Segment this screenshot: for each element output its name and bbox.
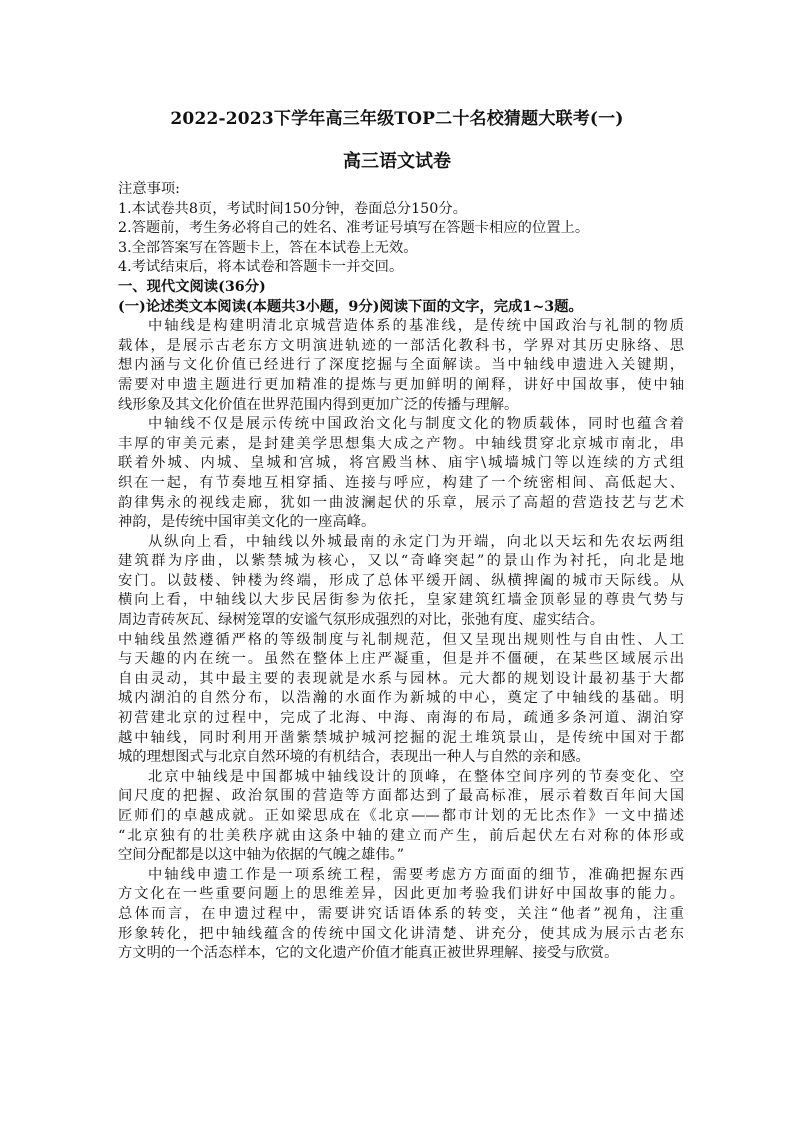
passage-line: 织在一起，有节奏地互相穿插、连接与呼应，构建了一个统密相间、高低起大、: [118, 474, 684, 491]
passage-line: 与天趣的内在统一。虽然在整体上庄严凝重，但是并不僵硬，在某些区域展示出: [118, 651, 684, 668]
exam-title: 2022-2023下学年高三年级TOP二十名校猜题大联考(一): [170, 109, 624, 129]
passage-line: 周边青砖灰瓦、绿树笼罩的安谧气氛形成强烈的对比，张弛有度、虚实结合。: [118, 612, 605, 629]
passage-line: 横向上看，中轴线以大步民居街参为依托，皇家建筑红墙金顶彰显的尊贵气势与: [118, 592, 684, 609]
passage-line: 从纵向上看，中轴线以外城最南的永定门为开端，向北以天坛和先农坛两组: [148, 533, 684, 550]
passage-line: 自由灵动，其中最主要的表现就是水系与园林。元大都的规划设计最初基于大都: [118, 670, 684, 687]
subsection-heading: (一)论述类文本阅读(本题共3小题，9分)阅读下面的文字，完成1~3题。: [118, 298, 583, 315]
passage-line: 韵律隽永的视线走廊，犹如一曲波澜起伏的乐章，展示了高超的营造技艺与艺术: [118, 494, 684, 511]
passage-line: 丰厚的审美元素，是封建美学思想集大成之产物。中轴线贯穿北京城市南北，串: [118, 435, 684, 452]
passage-line: 联着外城、内城、皇城和宫城，将宫殿当林、庙宇\城墙城门等以连续的方式组: [118, 455, 684, 472]
notice-item: 3.全部答案写在答题卡上，答在本试卷上无效。: [118, 239, 418, 256]
passage-line: 总体而言，在申遗过程中，需要讲究话语体系的转变，关注“他者”视角，注重: [118, 905, 684, 922]
passage-line: 线形象及其文化价值在世界范围内得到更加广泛的传播与理解。: [118, 396, 519, 413]
passage-line: “北京独有的壮美秩序就由这条中轴的建立而产生，前后起伏左右对称的体形或: [118, 827, 684, 844]
passage-line: 中轴线虽然遵循严格的等级制度与礼制规范，但又呈现出规则性与自由性、人工: [118, 631, 684, 648]
notice-item: 2.答题前，考生务必将自己的姓名、准考证号填写在答题卡相应的位置上。: [118, 220, 590, 237]
passage-line: 初营建北京的过程中，完成了北海、中海、南海的布局，疏通多条河道、湖泊穿: [118, 710, 684, 727]
passage-line: 想内涵与文化价值已经进行了深度挖掘与全面解读。当中轴线申遗进入关键期，: [118, 357, 684, 374]
passage-line: 形象转化，把中轴线蕴含的传统中国文化讲清楚、讲充分，使其成为展示古老东: [118, 925, 684, 942]
passage-line: 方文明的一个活态样本，它的文化遗产价值才能真正被世界理解、接受与欣赏。: [118, 945, 619, 962]
exam-subtitle: 高三语文试卷: [343, 151, 451, 172]
passage-line: 中轴线不仅是展示传统中国政治文化与制度文化的物质载体，同时也蕴含着: [148, 416, 684, 433]
passage-line: 建筑群为序曲，以紫禁城为核心，又以“奇峰突起”的景山作为衬托，向北是地: [118, 553, 684, 570]
passage-line: 空间分配都是以这中轴为依据的气魄之雄伟。”: [118, 847, 405, 864]
exam-body: [118, 180, 684, 964]
passage-line: 中轴线是构建明清北京城营造体系的基准线，是传统中国政治与礼制的物质: [148, 318, 684, 335]
passage-line: 中轴线申遗工作是一项系统工程，需要考虑方方面面的细节，准确把握东西: [148, 866, 684, 883]
notice-heading: 注意事项:: [118, 181, 181, 197]
passage-line: 方文化在一些重要问题上的思维差异，因此更加考验我们讲好中国故事的能力。: [118, 886, 684, 903]
passage-line: 城的理想图式与北京自然环境的有机结合，表现出一种人与自然的亲和感。: [118, 749, 590, 766]
passage-line: 需要对申遗主题进行更加精准的提炼与更加鲜明的阐释，讲好中国故事，使中轴: [118, 376, 684, 393]
notice-item: 1.本试卷共8页，考试时间150分钟，卷面总分150分。: [118, 200, 467, 217]
passage-line: 城内湖泊的自然分布，以浩瀚的水面作为新城的中心，奠定了中轴线的基础。明: [118, 690, 684, 707]
notice-item: 4.考试结束后，将本试卷和答题卡一并交回。: [118, 259, 404, 276]
passage-line: 间尺度的把握、政治氛围的营造等方面都达到了最高标准，展示着数百年间大国: [118, 788, 684, 805]
section-heading: 一、现代文阅读(36分): [118, 278, 266, 295]
passage-line: 越中轴线，同时利用开凿紫禁城护城河挖掘的泥土堆筑景山，是传统中国对于都: [118, 729, 684, 746]
passage-line: 北京中轴线是中国都城中轴线设计的顶峰，在整体空间序列的节奏变化、空: [148, 768, 684, 785]
passage-line: 载体，是展示古老东方文明演进轨迹的一部活化教科书，学界对其历史脉络、思: [118, 337, 684, 354]
passage-line: 匠师们的卓越成就。正如梁思成在《北京——都市计划的无比杰作》一文中描述: [118, 808, 684, 824]
passage-line: 安门。以鼓楼、钟楼为终端，形成了总体平缓开阔、纵横捭阖的城市天际线。从: [118, 572, 684, 589]
passage-line: 神韵，是传统中国审美文化的一座高峰。: [118, 514, 376, 531]
